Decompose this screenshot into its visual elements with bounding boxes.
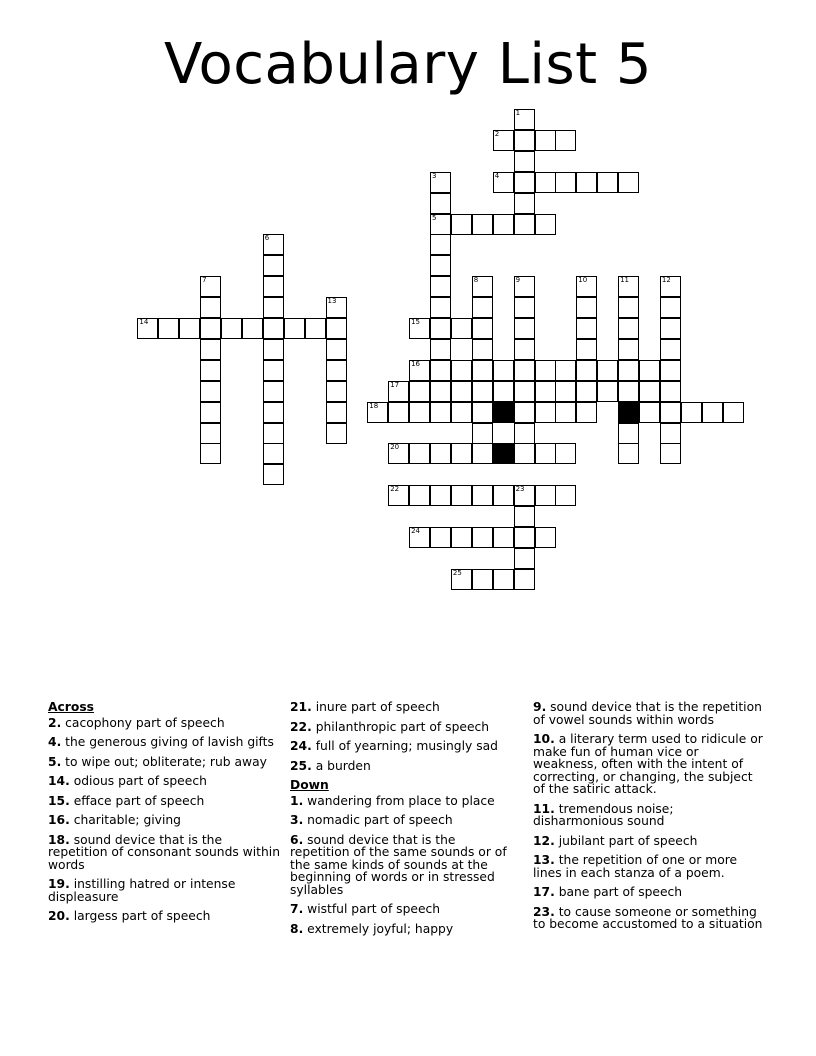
crossword-cell[interactable]: [409, 381, 430, 402]
crossword-cell[interactable]: [555, 360, 576, 381]
crossword-cell[interactable]: [535, 172, 556, 193]
crossword-cell[interactable]: [430, 255, 451, 276]
clue-number: 3: [432, 171, 437, 180]
clue-number-label: 3: [290, 813, 299, 827]
crossword-cell[interactable]: [451, 214, 472, 235]
clue-number-label: 2: [48, 715, 57, 730]
clue-number: 24: [411, 527, 421, 535]
clue-number-label: 15: [48, 793, 66, 808]
down-clue: 23. to cause someone or something to become accustomed to a situation: [533, 904, 763, 931]
clue-number: 9: [515, 276, 521, 285]
across-clue: 5. to wipe out; obliterate; rub away: [48, 754, 267, 769]
crossword-cell[interactable]: [555, 443, 576, 464]
clue-number-label: 14: [48, 774, 66, 788]
crossword-cell[interactable]: [514, 130, 535, 151]
clue-number-label: 23: [533, 904, 551, 919]
crossword-cell[interactable]: [555, 485, 576, 506]
clue-number-label: 5: [48, 754, 57, 769]
crossword-cell[interactable]: [555, 172, 576, 193]
crossword-cell[interactable]: [430, 485, 451, 506]
clues-column-1: [48, 701, 280, 930]
clue-number-label: 18: [48, 832, 66, 847]
clue-text: odious part of speech: [69, 774, 207, 788]
crossword-cell[interactable]: [326, 402, 347, 423]
crossword-cell[interactable]: [388, 402, 409, 423]
crossword-cell[interactable]: [535, 360, 556, 381]
crossword-cell[interactable]: [263, 381, 284, 402]
clue-text: sound device that is the repetition of vowel sounds within words: [533, 700, 762, 727]
crossword-cell[interactable]: [618, 172, 639, 193]
crossword-cell[interactable]: [493, 569, 514, 590]
clue-text: extremely joyful; happy: [303, 921, 454, 936]
across-clue: 16. charitable; giving: [48, 813, 181, 827]
crossword-cell[interactable]: [263, 318, 284, 339]
crossword-cell[interactable]: [514, 423, 535, 444]
clue-text: jubilant part of speech: [554, 833, 698, 848]
across-clue: 14. odious part of speech: [48, 774, 207, 788]
clue-text: the generous giving of lavish gifts: [61, 735, 274, 749]
clue-number-label: 11: [533, 801, 551, 816]
crossword-cell[interactable]: [326, 381, 347, 402]
clue-number: 16: [411, 359, 421, 368]
crossword-cell[interactable]: [660, 318, 681, 339]
crossword-cell[interactable]: [472, 297, 493, 318]
clue-text: the repetition of one or more lines in each stanza of a poem.: [533, 853, 738, 880]
clue-text: inure part of speech: [311, 700, 440, 714]
crossword-cell[interactable]: [576, 297, 597, 318]
crossword-cell[interactable]: [430, 443, 451, 464]
crossword-cell[interactable]: [200, 276, 221, 297]
crossword-cell[interactable]: [514, 527, 535, 548]
clue-number: 11: [620, 276, 630, 285]
crossword-cell[interactable]: [409, 443, 430, 464]
crossword-cell[interactable]: [493, 360, 514, 381]
clue-number: 4: [494, 171, 500, 180]
clue-text: bane part of speech: [554, 885, 683, 899]
crossword-cell[interactable]: [514, 360, 535, 381]
clue-number-label: 8: [290, 921, 299, 936]
down-clue: 8. extremely joyful; happy: [290, 921, 454, 936]
crossword-cell[interactable]: [514, 506, 535, 527]
crossword-cell[interactable]: [618, 381, 639, 402]
across-clue: 4. the generous giving of lavish gifts: [48, 735, 274, 749]
crossword-cell[interactable]: [535, 527, 556, 548]
crossword-cell[interactable]: [514, 548, 535, 569]
crossword-cell[interactable]: [660, 443, 681, 464]
crossword-cell[interactable]: [472, 423, 493, 444]
crossword-cell[interactable]: [263, 360, 284, 381]
clue-number-label: 9: [533, 700, 542, 714]
crossword-cell[interactable]: [472, 360, 493, 381]
clue-text: instilling hatred or intense displeasure: [48, 877, 236, 904]
clues-column-2: [290, 701, 512, 942]
crossword-cell[interactable]: [451, 443, 472, 464]
clue-text: wistful part of speech: [303, 902, 441, 916]
crossword-cell[interactable]: [451, 569, 472, 590]
clue-number: 25: [452, 568, 462, 577]
crossword-cell[interactable]: [493, 214, 514, 235]
crossword-cell[interactable]: [430, 297, 451, 318]
crossword-cell[interactable]: [514, 214, 535, 235]
crossword-cell[interactable]: [451, 485, 472, 506]
clue-text: largess part of speech: [69, 909, 211, 923]
clue-number: 12: [661, 276, 671, 285]
crossword-cell[interactable]: [576, 339, 597, 360]
crossword-cell[interactable]: [430, 402, 451, 423]
crossword-cell[interactable]: [326, 339, 347, 360]
crossword-cell[interactable]: [597, 360, 618, 381]
crossword-cell[interactable]: [200, 297, 221, 318]
crossword-cell[interactable]: [430, 234, 451, 255]
crossword-cell[interactable]: [451, 527, 472, 548]
crossword-cell[interactable]: [576, 381, 597, 402]
crossword-cell[interactable]: [639, 381, 660, 402]
crossword-cell[interactable]: [493, 527, 514, 548]
clue-number-label: 12: [533, 833, 551, 848]
down-clue: 10. a literary term used to ridicule or make fun of human vice or weakness, often with the intent of correcting, or changing, the subject of the satiric attack.: [533, 732, 763, 796]
crossword-cell[interactable]: [555, 402, 576, 423]
crossword-cell[interactable]: [535, 402, 556, 423]
crossword-cell[interactable]: [263, 339, 284, 360]
crossword-cell[interactable]: [618, 297, 639, 318]
crossword-cell[interactable]: [158, 318, 179, 339]
crossword-cell[interactable]: [514, 381, 535, 402]
crossword-cell[interactable]: [493, 172, 514, 193]
crossword-cell[interactable]: [263, 402, 284, 423]
crossword-cell[interactable]: [409, 485, 430, 506]
crossword-cell[interactable]: [200, 402, 221, 423]
clue-number: 10: [578, 276, 588, 285]
crossword-cell[interactable]: [326, 318, 347, 339]
crossword-cell[interactable]: [263, 234, 284, 255]
across-clue: 25. a burden: [290, 758, 371, 773]
crossword-cell[interactable]: [388, 485, 409, 506]
clue-number: 2: [494, 129, 500, 138]
crossword-cell[interactable]: [472, 485, 493, 506]
clue-number: 17: [390, 380, 400, 389]
down-clue: 1. wandering from place to place: [290, 793, 495, 808]
crossword-cell[interactable]: [576, 318, 597, 339]
crossword-cell[interactable]: [514, 297, 535, 318]
clue-text: wandering from place to place: [303, 793, 495, 808]
across-clue-list: [48, 717, 280, 923]
crossword-cell[interactable]: [472, 339, 493, 360]
crossword-cell[interactable]: [451, 360, 472, 381]
crossword-cell[interactable]: [535, 214, 556, 235]
crossword-cell[interactable]: [618, 276, 639, 297]
crossword-cell[interactable]: [430, 381, 451, 402]
crossword-cell[interactable]: [535, 485, 556, 506]
crossword-cell[interactable]: [409, 318, 430, 339]
clue-text: sound device that is the repetition of consonant sounds within words: [48, 832, 280, 872]
clue-number-label: 10: [533, 732, 551, 746]
across-clue: 24. full of yearning; musingly sad: [290, 739, 498, 753]
clue-text: a literary term used to ridicule or make fun of human vice or weakness, often with the intent of correcting, or changing, the subject of the satiric attack.: [533, 732, 763, 796]
clue-number: 23: [515, 485, 525, 494]
crossword-cell[interactable]: [660, 360, 681, 381]
crossword-cell[interactable]: [200, 339, 221, 360]
crossword-cell[interactable]: [618, 423, 639, 444]
clue-number-label: 22: [290, 719, 308, 734]
clue-number: 15: [411, 318, 421, 326]
crossword-cell[interactable]: [514, 109, 535, 130]
crossword-cell[interactable]: [305, 318, 326, 339]
crossword-cell[interactable]: [200, 443, 221, 464]
clue-text: full of yearning; musingly sad: [311, 739, 498, 753]
clue-text: philanthropic part of speech: [311, 719, 490, 734]
crossword-cell[interactable]: [660, 276, 681, 297]
across-clue: 22. philanthropic part of speech: [290, 719, 490, 734]
across-heading: Across: [48, 700, 94, 714]
clue-text: charitable; giving: [69, 813, 181, 827]
crossword-cell[interactable]: [409, 360, 430, 381]
crossword-cell[interactable]: [326, 297, 347, 318]
crossword-cell[interactable]: [221, 318, 242, 339]
clue-number-label: 21: [290, 700, 308, 714]
clue-text: to cause someone or something to become accustomed to a situation: [533, 904, 763, 931]
crossword-cell[interactable]: [660, 339, 681, 360]
crossword-cell[interactable]: [430, 214, 451, 235]
clue-number: 14: [139, 318, 149, 326]
crossword-cell[interactable]: [430, 360, 451, 381]
crossword-cell[interactable]: [576, 276, 597, 297]
crossword-cell[interactable]: [472, 214, 493, 235]
crossword-cell[interactable]: [514, 172, 535, 193]
crossword-cell[interactable]: [451, 318, 472, 339]
crossword-cell[interactable]: [660, 402, 681, 423]
crossword-cell[interactable]: [242, 318, 263, 339]
down-clue: 17. bane part of speech: [533, 885, 683, 899]
crossword-cell[interactable]: [179, 318, 200, 339]
crossword-cell[interactable]: [451, 381, 472, 402]
across-clue: 21. inure part of speech: [290, 700, 440, 714]
crossword-cell[interactable]: [660, 297, 681, 318]
crossword-cell[interactable]: [493, 381, 514, 402]
crossword-cell[interactable]: [514, 318, 535, 339]
crossword-cell[interactable]: [597, 381, 618, 402]
crossword-cell[interactable]: [576, 172, 597, 193]
crossword-cell[interactable]: [472, 527, 493, 548]
down-clue: 11. tremendous noise; disharmonious sound: [533, 801, 674, 828]
down-clue: 3. nomadic part of speech: [290, 813, 453, 827]
crossword-cell[interactable]: [430, 339, 451, 360]
crossword-cell[interactable]: [493, 485, 514, 506]
crossword-cell[interactable]: [660, 381, 681, 402]
crossword-cell[interactable]: [409, 402, 430, 423]
clue-number: 21: [494, 443, 504, 452]
crossword-cell[interactable]: [493, 130, 514, 151]
crossword-cell[interactable]: [555, 381, 576, 402]
across-clue: 20. largess part of speech: [48, 909, 211, 923]
clue-text: a burden: [311, 758, 371, 773]
crossword-cell[interactable]: [535, 443, 556, 464]
crossword-cell[interactable]: [618, 360, 639, 381]
crossword-cell[interactable]: [367, 402, 388, 423]
crossword-cell[interactable]: [618, 339, 639, 360]
clue-number: 7: [202, 276, 207, 285]
clue-number: 22: [390, 485, 400, 494]
crossword-cell[interactable]: [702, 402, 723, 423]
crossword-cell[interactable]: [430, 193, 451, 214]
crossword-cell[interactable]: [200, 318, 221, 339]
crossword-cell[interactable]: [263, 255, 284, 276]
crossword-cell[interactable]: [326, 423, 347, 444]
crossword-cell[interactable]: [639, 402, 660, 423]
crossword-cell[interactable]: [618, 318, 639, 339]
clue-number: 20: [390, 443, 400, 452]
down-clue: 7. wistful part of speech: [290, 902, 441, 916]
clue-number: 8: [473, 276, 479, 285]
crossword-cell[interactable]: [430, 172, 451, 193]
crossword-cell[interactable]: [137, 318, 158, 339]
clue-number: 13: [327, 297, 337, 306]
crossword-cell[interactable]: [576, 360, 597, 381]
clue-number: 19: [620, 401, 630, 410]
down-clue-list: [290, 795, 512, 936]
clue-number-label: 19: [48, 877, 66, 891]
crossword-cell[interactable]: [639, 360, 660, 381]
crossword-cell[interactable]: [263, 297, 284, 318]
crossword-block: [618, 402, 639, 423]
crossword-cell[interactable]: [388, 443, 409, 464]
crossword-cell[interactable]: [660, 423, 681, 444]
clue-number: 6: [264, 234, 270, 243]
across-clue: 18. sound device that is the repetition of consonant sounds within words: [48, 832, 280, 872]
clue-text: to wipe out; obliterate; rub away: [61, 754, 267, 769]
across-clue: 2. cacophony part of speech: [48, 715, 225, 730]
clue-number-label: 25: [290, 758, 308, 773]
crossword-cell[interactable]: [263, 443, 284, 464]
down-heading: Down: [290, 778, 329, 792]
clue-number-label: 6: [290, 832, 299, 847]
crossword-cell[interactable]: [284, 318, 305, 339]
crossword-cell[interactable]: [597, 172, 618, 193]
crossword-cell[interactable]: [472, 381, 493, 402]
crossword-cell[interactable]: [514, 443, 535, 464]
page-title: Vocabulary List 5: [163, 32, 653, 97]
crossword-cell[interactable]: [326, 360, 347, 381]
clue-number-label: 13: [533, 853, 551, 867]
crossword-cell[interactable]: [409, 527, 430, 548]
crossword-cell[interactable]: [535, 381, 556, 402]
crossword-cell[interactable]: [451, 402, 472, 423]
across-clue: 15. efface part of speech: [48, 793, 205, 808]
across-clue-list-continued: [290, 701, 512, 772]
down-clue-list-continued: [533, 701, 765, 931]
crossword-cell[interactable]: [472, 276, 493, 297]
crossword-block: [493, 443, 514, 464]
crossword-cell[interactable]: [430, 318, 451, 339]
crossword-cell[interactable]: [514, 569, 535, 590]
clue-number-label: 1: [290, 793, 299, 808]
clues-column-3: [533, 701, 765, 938]
clue-number-label: 16: [48, 813, 66, 827]
crossword-cell[interactable]: [472, 402, 493, 423]
clue-number: 1: [515, 109, 521, 117]
down-clue: 12. jubilant part of speech: [533, 833, 698, 848]
clue-text: sound device that is the repetition of the same sounds or of the same kinds of sounds at the beginning of words or in stressed syllables: [290, 832, 507, 897]
clue-number: 18: [369, 401, 379, 410]
crossword-cell[interactable]: [472, 443, 493, 464]
crossword-cell[interactable]: [388, 381, 409, 402]
clue-text: efface part of speech: [69, 793, 205, 808]
crossword-cell[interactable]: [514, 151, 535, 172]
crossword-cell[interactable]: [200, 381, 221, 402]
crossword-cell[interactable]: [200, 423, 221, 444]
crossword-cell[interactable]: [200, 360, 221, 381]
crossword-cell[interactable]: [555, 130, 576, 151]
crossword-cell[interactable]: [576, 402, 597, 423]
clue-number-label: 4: [48, 735, 57, 749]
down-clue: 6. sound device that is the repetition of the same sounds or of the same kinds of sounds at the beginning of words or in stressed syllables: [290, 832, 507, 897]
crossword-cell[interactable]: [723, 402, 744, 423]
crossword-cell[interactable]: [430, 527, 451, 548]
crossword-cell[interactable]: [472, 318, 493, 339]
crossword-cell[interactable]: [263, 423, 284, 444]
across-clue: 19. instilling hatred or intense displeasure: [48, 877, 236, 904]
crossword-cell[interactable]: [472, 569, 493, 590]
clue-number-label: 24: [290, 739, 308, 753]
crossword-block: [493, 402, 514, 423]
crossword-cell[interactable]: [263, 276, 284, 297]
clue-text: cacophony part of speech: [61, 715, 225, 730]
clue-number-label: 7: [290, 902, 299, 916]
crossword-cell[interactable]: [514, 402, 535, 423]
crossword-cell[interactable]: [681, 402, 702, 423]
clue-number-label: 17: [533, 885, 551, 899]
crossword-cell[interactable]: [514, 193, 535, 214]
down-clue: 13. the repetition of one or more lines in each stanza of a poem.: [533, 853, 738, 880]
crossword-cell[interactable]: [514, 339, 535, 360]
crossword-cell[interactable]: [514, 276, 535, 297]
clue-text: tremendous noise; disharmonious sound: [533, 801, 674, 828]
crossword-cell[interactable]: [430, 276, 451, 297]
crossword-cell[interactable]: [618, 443, 639, 464]
clue-text: nomadic part of speech: [303, 813, 453, 827]
clue-number: 5: [432, 213, 437, 222]
crossword-cell[interactable]: [514, 485, 535, 506]
crossword-cell[interactable]: [263, 464, 284, 485]
down-clue: 9. sound device that is the repetition of vowel sounds within words: [533, 700, 762, 727]
crossword-cell[interactable]: [535, 130, 556, 151]
clue-number-label: 20: [48, 909, 66, 923]
